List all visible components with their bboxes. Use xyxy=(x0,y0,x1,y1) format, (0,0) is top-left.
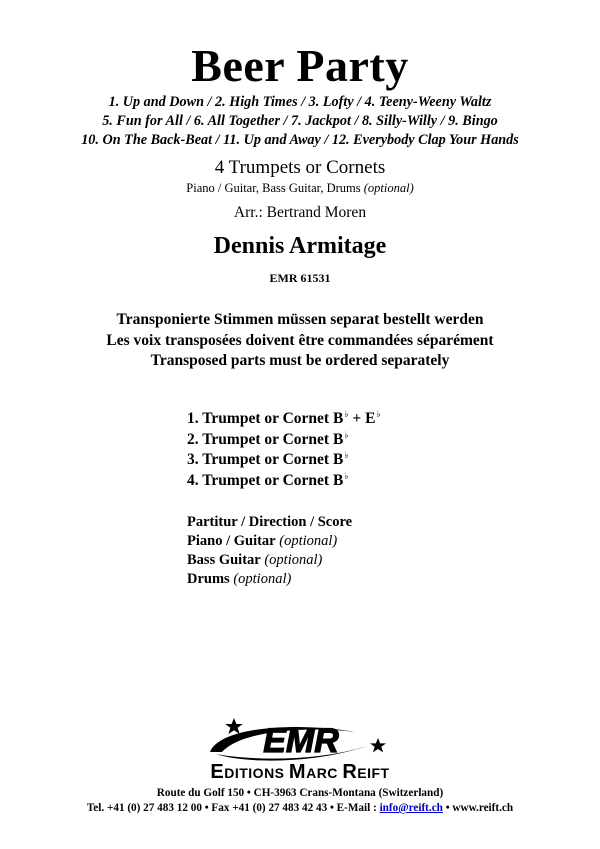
part-label: 1. Trumpet or Cornet B xyxy=(187,410,344,427)
part-label: 3. Trumpet or Cornet B xyxy=(187,451,344,468)
track-line: 5. Fun for All / 6. All Together / 7. Jackpot / 8. Silly-Willy / 9. Bingo xyxy=(102,113,498,129)
emr-logo xyxy=(150,712,450,784)
score-contents xyxy=(187,513,352,589)
track-line: 1. Up and Down / 2. High Times / 3. Lofty / 4. Teeny-Weeny Waltz xyxy=(108,94,492,110)
publisher-address: Route du Golf 150 • CH-3963 Crans-Montana (Switzerland) xyxy=(156,787,444,799)
score-item-name: Partitur / Direction / Score xyxy=(187,514,353,530)
score-title: Beer Party xyxy=(191,40,409,91)
flat-sign: ♭ xyxy=(376,409,381,419)
instrumentation-sub-text: Piano / Guitar, Bass Guitar, Drums xyxy=(186,181,361,195)
arranger: Arr.: Bertrand Moren xyxy=(233,204,367,221)
score-item-name: Bass Guitar xyxy=(187,552,261,568)
contact-phone-fax: Tel. +41 (0) 27 483 12 00 • Fax +41 (0) 27 483 42 43 • E-Mail : xyxy=(86,802,380,814)
publisher-name: EDITIONS MARC REIFT xyxy=(210,761,390,783)
notice-line-de: Transponierte Stimmen müssen separat bestellt werden xyxy=(116,311,484,328)
flat-sign: ♭ xyxy=(344,470,349,481)
part-item xyxy=(187,450,381,471)
score-item-name: Drums xyxy=(187,571,230,587)
parts-list xyxy=(187,409,381,491)
track-line: 10. On The Back-Beat / 11. Up and Away / 12. Everybody Clap Your Hands xyxy=(81,132,519,148)
instrumentation: 4 Trumpets or Cornets xyxy=(214,157,386,178)
score-item xyxy=(187,513,352,532)
part-extra: + E xyxy=(348,410,376,427)
instrumentation-sub xyxy=(0,181,600,196)
flat-sign: ♭ xyxy=(344,450,349,460)
website-text: • www.reift.ch xyxy=(442,802,514,814)
star-icon xyxy=(370,738,386,752)
star-icon xyxy=(225,718,243,734)
flat-sign: ♭ xyxy=(344,429,349,440)
score-item xyxy=(187,570,352,589)
composer: Dennis Armitage xyxy=(213,233,387,259)
transposition-notice xyxy=(0,310,600,372)
flat-sign: ♭ xyxy=(344,409,349,419)
catalog-number: EMR 61531 xyxy=(269,271,331,285)
score-item xyxy=(187,532,352,551)
part-item xyxy=(187,409,381,430)
score-item-note: (optional) xyxy=(279,533,338,549)
email-link[interactable]: info@reift.ch xyxy=(379,802,443,814)
logo-emr-text: EMR xyxy=(263,722,339,760)
part-item xyxy=(187,430,381,451)
score-item-note: (optional) xyxy=(233,571,292,587)
notice-line-en: Transposed parts must be ordered separately xyxy=(150,352,450,369)
part-label: 2. Trumpet or Cornet B xyxy=(187,430,344,448)
score-item-note: (optional) xyxy=(264,552,323,568)
optional-note: (optional) xyxy=(363,181,414,195)
part-label: 4. Trumpet or Cornet B xyxy=(187,471,344,489)
score-item xyxy=(187,551,352,570)
track-list xyxy=(0,93,600,150)
score-item-name: Piano / Guitar xyxy=(187,533,276,549)
publisher-contact xyxy=(0,801,600,816)
notice-line-fr: Les voix transposées doivent être commandées séparément xyxy=(106,331,494,349)
part-item xyxy=(187,471,381,492)
